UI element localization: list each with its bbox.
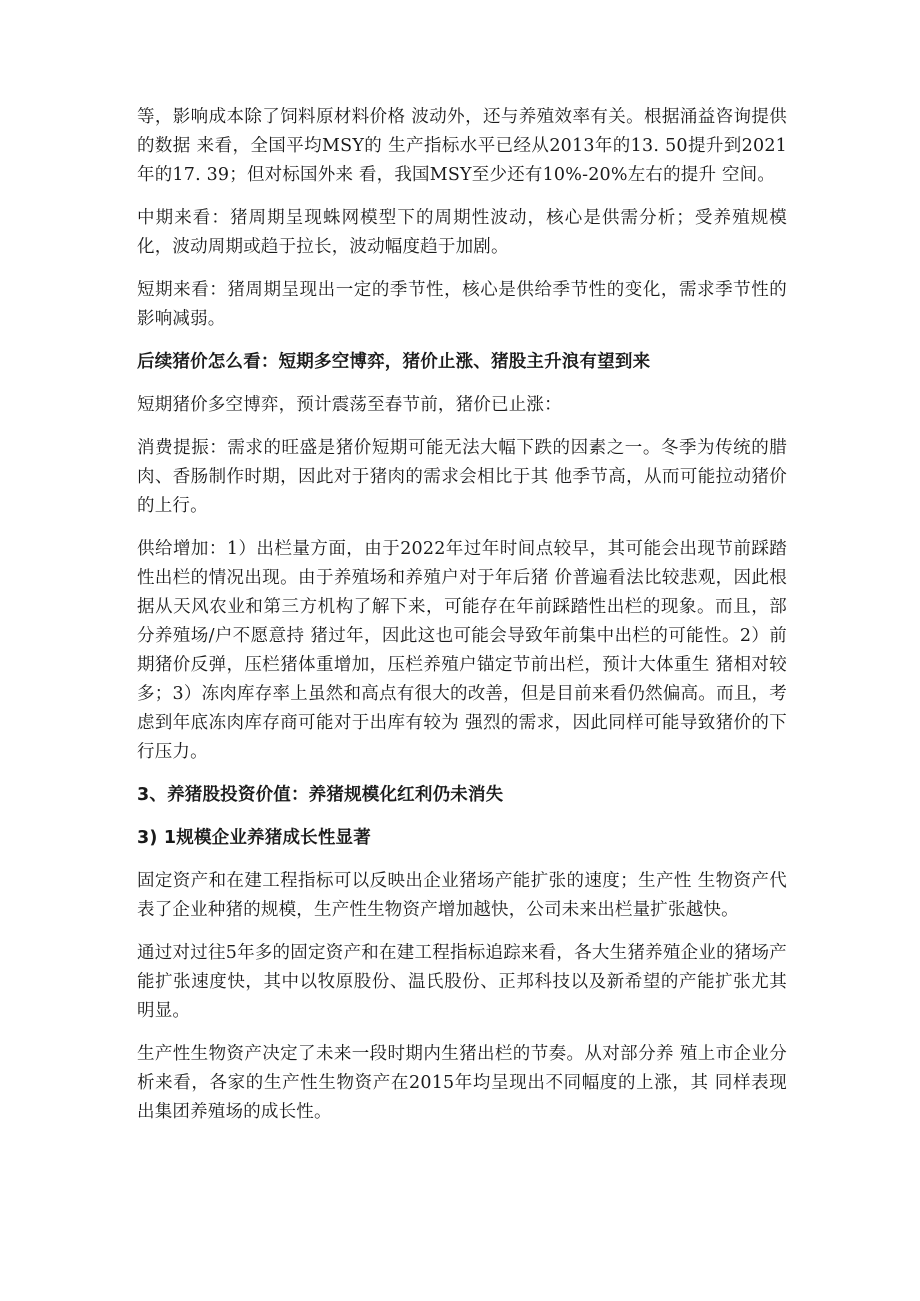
paragraph-fixed-assets: 固定资产和在建工程指标可以反映出企业猪场产能扩张的速度；生产性 生物资产代表了企业种猪的规模，生产性生物资产增加越快，公司未来出栏量扩张越快。 <box>137 871 787 920</box>
paragraph-supply: 供给增加：1）出栏量方面，由于2022年过年时间点较早，其可能会出现节前踩踏性出栏的情况出现。由于养殖场和养殖户对于年后猪 价普遍看法比较悲观，因此根据从天风农业和第三方机构了解下来，可能存在年前踩踏性出栏的现象。而且，部分养殖场/户不愿意持 猪过年，因此这也可能会导致年前集中出栏的可能性。2）前期猪价反弹，压栏猪体重增加，压栏养殖户锚定节前出栏，预计大体重生 猪相对较多；3）冻肉库存率上虽然和高点有很大的改善，但是目前来看仍然偏高。而且，考虑到年底冻肉库存商可能对于出库有较为 强烈的需求，因此同样可能导致猪价的下行压力。 <box>137 539 787 762</box>
paragraph-mid-term: 中期来看：猪周期呈现蛛网模型下的周期性波动，核心是供需分析；受养殖规模化，波动周期或趋于拉长，波动幅度趋于加剧。 <box>137 208 787 257</box>
heading-section-3: 3、养猪股投资价值：养猪规模化红利仍未消失 <box>137 785 504 805</box>
heading-pig-price-outlook: 后续猪价怎么看：短期多空博弈，猪价止涨、猪股主升浪有望到来 <box>137 352 651 372</box>
document-body <box>137 103 787 1141</box>
heading-subsection-3-1: 3) 1规模企业养猪成长性显著 <box>137 828 371 848</box>
paragraph-short-term-price: 短期猪价多空博弈，预计震荡至春节前，猪价已止涨： <box>137 395 562 415</box>
paragraph-msy-efficiency: 等，影响成本除了饲料原材料价格 波动外，还与养殖效率有关。根据涌益咨询提供的数据 来看，全国平均MSY的 生产指标水平已经从2013年的13. 50提升到2021年的17. 39；但对标国外来 看，我国MSY至少还有10%-20%左右的提升 空间。 <box>137 107 787 185</box>
paragraph-short-term: 短期来看：猪周期呈现出一定的季节性，核心是供给季节性的变化，需求季节性的影响减弱。 <box>137 280 787 329</box>
paragraph-consumption: 消费提振：需求的旺盛是猪价短期可能无法大幅下跌的因素之一。冬季为传统的腊肉、香肠制作时期，因此对于猪肉的需求会相比于其 他季节高，从而可能拉动猪价的上行。 <box>137 438 787 516</box>
paragraph-capacity-expansion: 通过对过往5年多的固定资产和在建工程指标追踪来看，各大生猪养殖企业的猪场产能扩张速度快，其中以牧原股份、温氏股份、正邦科技以及新希望的产能扩张尤其明显。 <box>137 943 787 1021</box>
paragraph-biological-assets: 生产性生物资产决定了未来一段时期内生猪出栏的节奏。从对部分养 殖上市企业分析来看，各家的生产性生物资产在2015年均呈现出不同幅度的上涨，其 同样表现出集团养殖场的成长性。 <box>137 1044 787 1122</box>
